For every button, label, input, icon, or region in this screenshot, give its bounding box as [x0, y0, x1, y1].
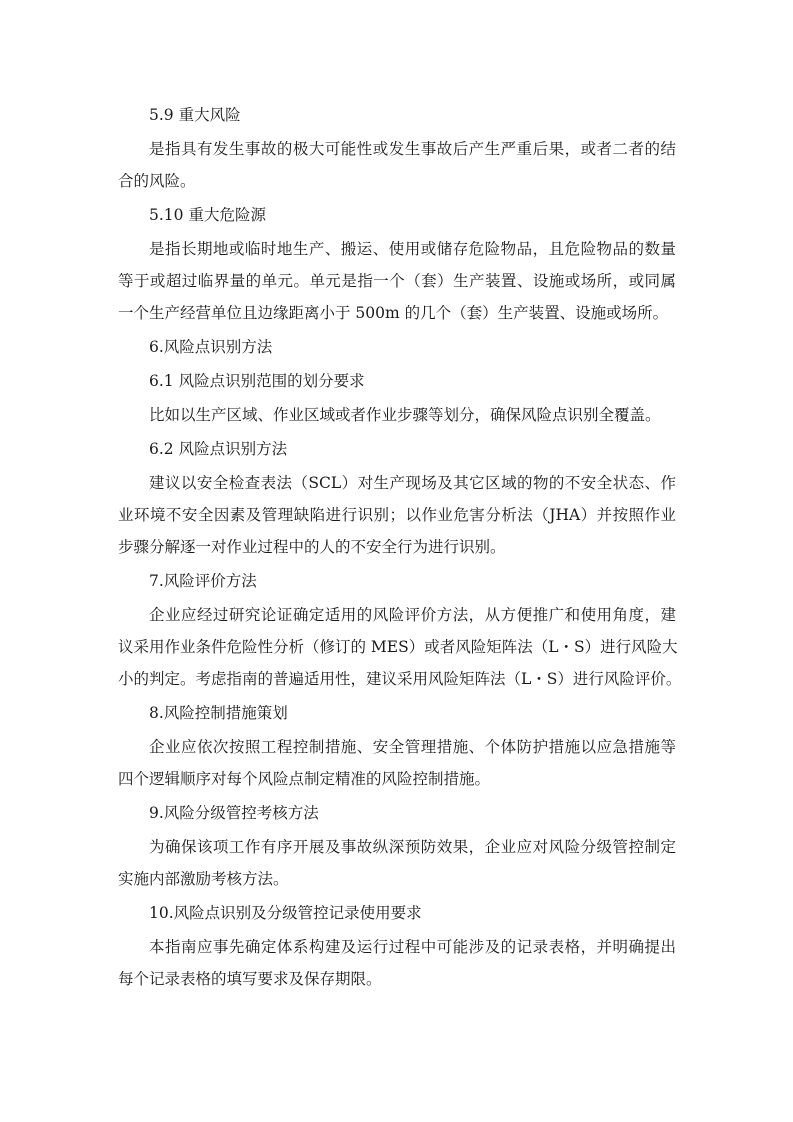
text-line: 等于或超过临界量的单元。单元是指一个（套）生产装置、设施或场所，或同属	[118, 272, 676, 290]
paragraph	[118, 731, 676, 795]
text-line: 建议以安全检查表法（SCL）对生产现场及其它区域的物的不安全状态、作	[149, 474, 676, 492]
text-line: 为确保该项工作有序开展及事故纵深预防效果，企业应对风险分级管控制定	[149, 838, 676, 856]
text-line: 业环境不安全因素及管理缺陷进行识别；以作业危害分析法（JHA）并按照作业	[118, 506, 676, 524]
paragraph	[118, 467, 676, 563]
text-line: 步骤分解逐一对作业过程中的人的不安全行为进行识别。	[118, 538, 506, 556]
text-line: 企业应依次按照工程控制措施、安全管理措施、个体防护措施以应急措施等	[149, 738, 676, 756]
paragraph	[118, 599, 682, 695]
text-line: 四个逻辑顺序对每个风险点制定精准的风险控制措施。	[118, 770, 491, 788]
paragraph	[118, 233, 676, 329]
paragraph	[118, 931, 676, 995]
paragraph	[118, 399, 676, 431]
text-line: 10.风险点识别及分级管控记录使用要求	[149, 904, 422, 922]
text-line: 5.9 重大风险	[149, 106, 241, 124]
text-line: 5.10 重大危险源	[149, 206, 266, 224]
text-line: 合的风险。	[118, 172, 196, 190]
text-line: 每个记录表格的填写要求及保存期限。	[118, 970, 382, 988]
text-line: 一个生产经营单位且边缘距离小于 500m 的几个（套）生产装置、设施或场所。	[118, 304, 669, 322]
text-line: 6.1 风险点识别范围的划分要求	[149, 372, 365, 390]
section-heading	[118, 697, 676, 729]
section-heading	[118, 365, 676, 397]
text-line: 本指南应事先确定体系构建及运行过程中可能涉及的记录表格，并明确提出	[149, 938, 676, 956]
section-heading	[118, 331, 676, 363]
text-line: 是指具有发生事故的极大可能性或发生事故后产生严重后果，或者二者的结	[149, 140, 676, 158]
section-heading	[118, 565, 676, 597]
text-line: 9.风险分级管控考核方法	[149, 804, 319, 822]
text-line: 6.风险点识别方法	[149, 338, 273, 356]
paragraph	[118, 831, 676, 895]
section-heading	[118, 199, 676, 231]
section-heading	[118, 433, 676, 465]
text-line: 实施内部激励考核方法。	[118, 870, 289, 888]
text-line: 8.风险控制措施策划	[149, 704, 288, 722]
text-line: 小的判定。考虑指南的普遍适用性，建议采用风险矩阵法（L・S）进行风险评价。	[118, 670, 682, 688]
document-page	[118, 99, 682, 997]
text-line: 企业应经过研究论证确定适用的风险评价方法，从方便推广和使用角度，建	[149, 606, 676, 624]
text-line: 7.风险评价方法	[149, 572, 257, 590]
text-line: 6.2 风险点识别方法	[149, 440, 288, 458]
text-line: 是指长期地或临时地生产、搬运、使用或储存危险物品，且危险物品的数量	[149, 240, 676, 258]
section-heading	[118, 897, 676, 929]
section-heading	[118, 797, 676, 829]
text-line: 议采用作业条件危险性分析（修订的 MES）或者风险矩阵法（L・S）进行风险大	[118, 638, 678, 656]
paragraph	[118, 133, 676, 197]
section-heading	[118, 99, 676, 131]
text-line: 比如以生产区域、作业区域或者作业步骤等划分，确保风险点识别全覆盖。	[149, 406, 661, 424]
